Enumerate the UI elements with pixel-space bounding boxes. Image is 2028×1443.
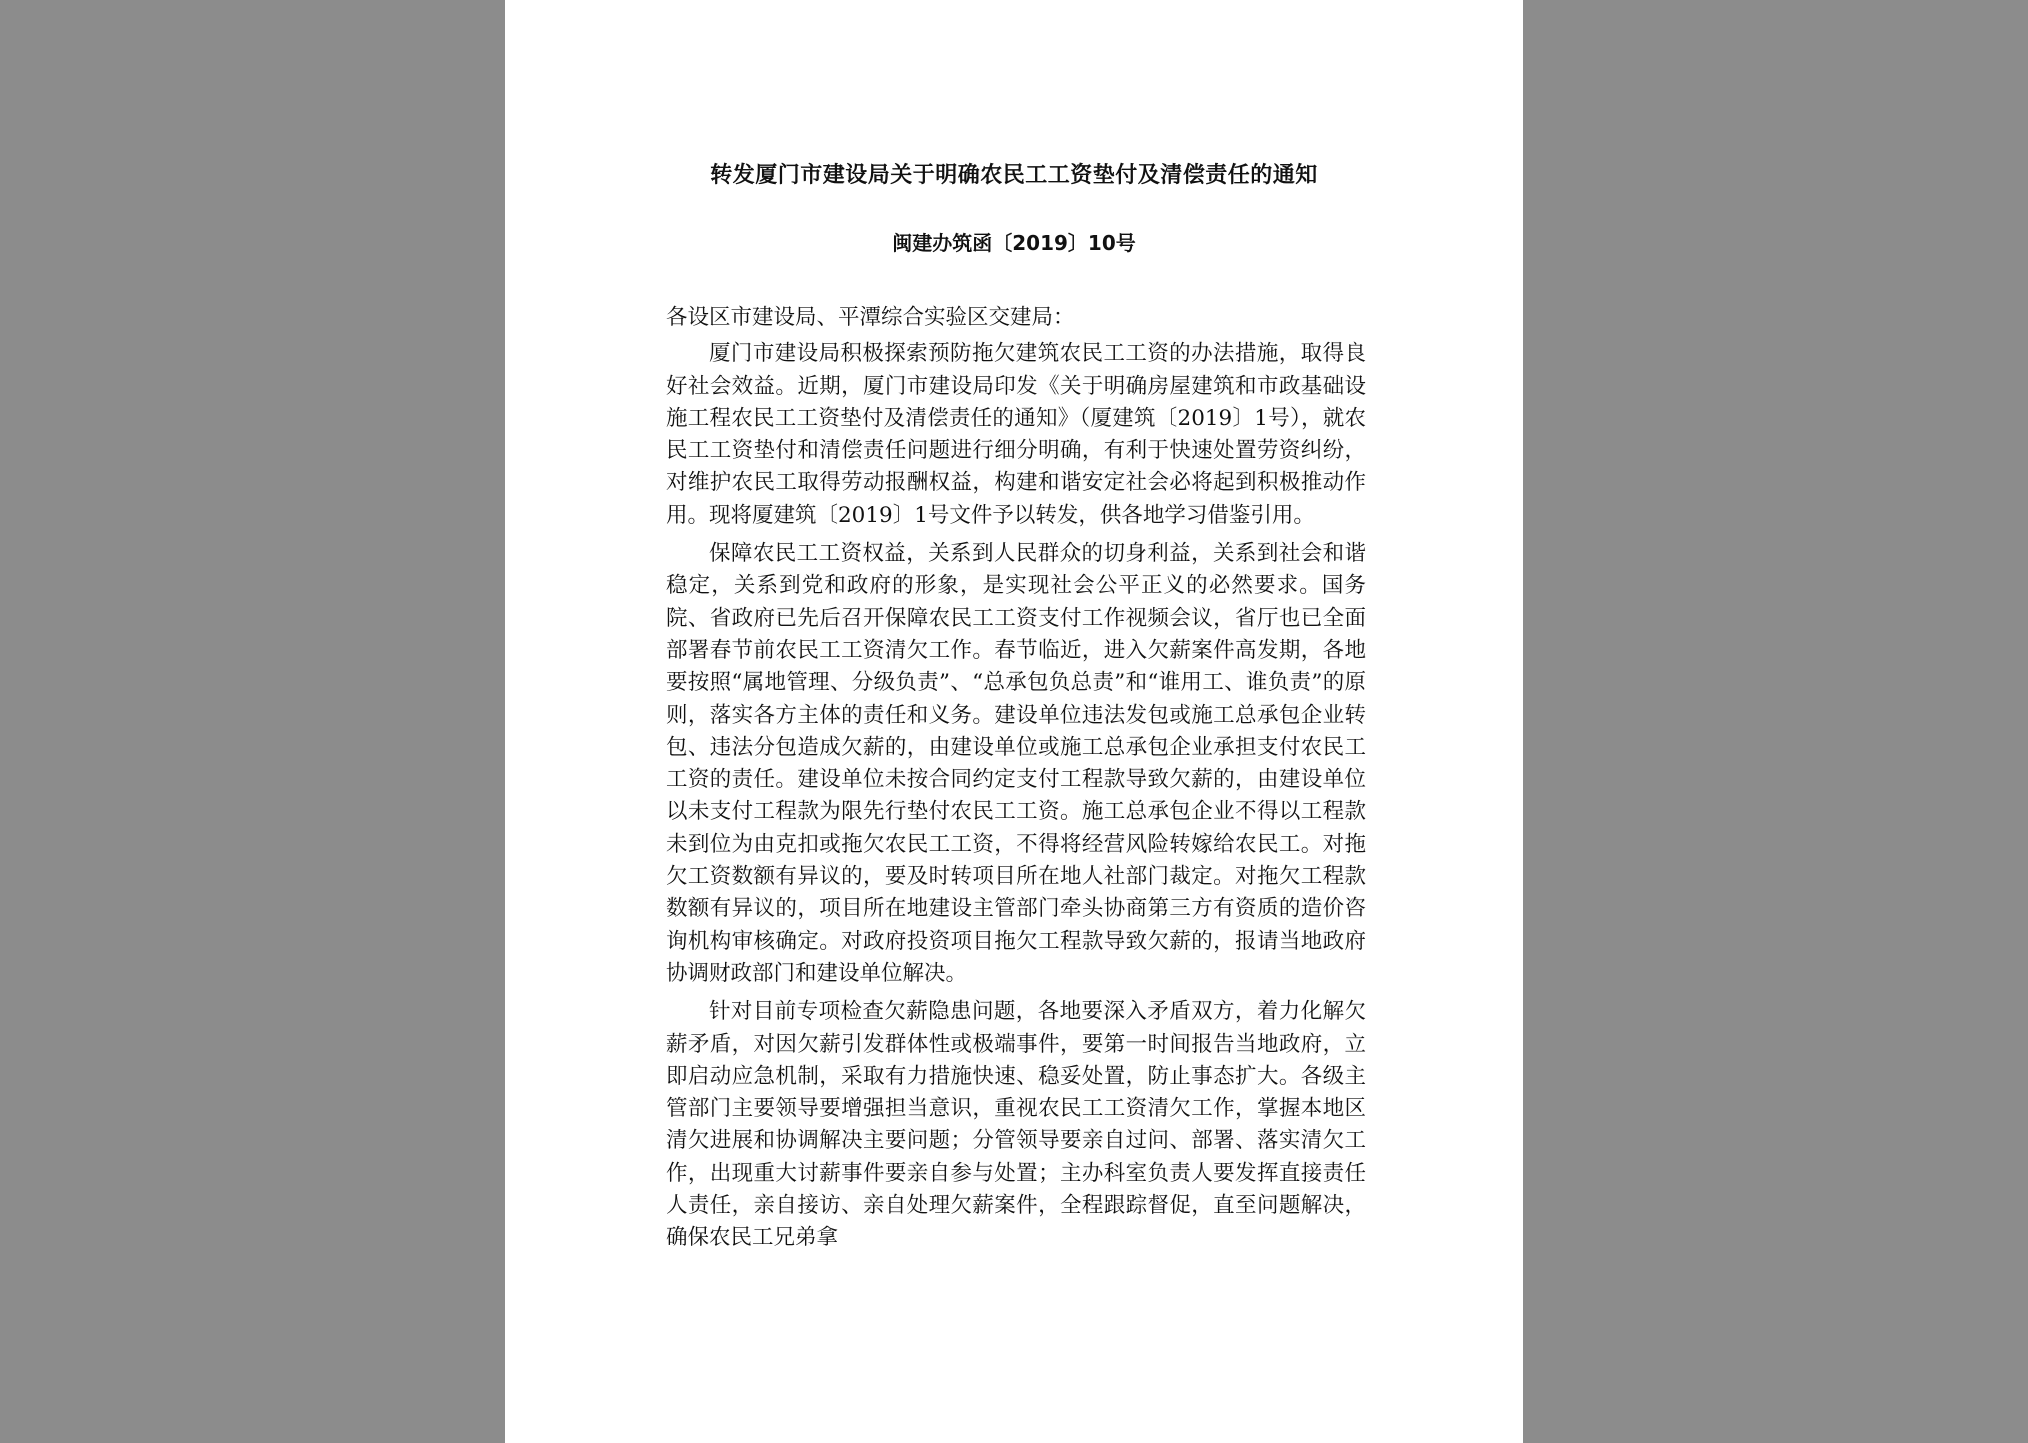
- document-page: [505, 0, 1523, 1443]
- document-body: [666, 302, 1366, 1261]
- document-number: 闽建办筑函〔2019〕10号: [892, 231, 1136, 255]
- document-title: 转发厦门市建设局关于明确农民工工资垫付及清偿责任的通知: [710, 163, 1318, 188]
- salutation: 各设区市建设局、平潭综合实验区交建局：: [666, 305, 1075, 330]
- paragraph-3: 针对目前专项检查欠薪隐患问题，各地要深入矛盾双方，着力化解欠薪矛盾，对因欠薪引发群体性或极端事件，要第一时间报告当地政府，立即启动应急机制，采取有力措施快速、稳妥处置，防止事态扩大。各级主管部门主要领导要增强担当意识，重视农民工工资清欠工作，掌握本地区清欠进展和协调解决主要问题；分管领导要亲自过问、部署、落实清欠工作，出现重大讨薪事件要亲自参与处置；主办科室负责人要发挥直接责任人责任，亲自接访、亲自处理欠薪案件，全程跟踪督促，直至问题解决，确保农民工兄弟拿: [666, 999, 1366, 1251]
- paragraph-2: 保障农民工工资权益，关系到人民群众的切身利益，关系到社会和谐稳定，关系到党和政府的形象，是实现社会公平正义的必然要求。国务院、省政府已先后召开保障农民工工资支付工作视频会议，省厅也已全面部署春节前农民工工资清欠工作。春节临近，进入欠薪案件高发期，各地要按照“属地管理、分级负责”、“总承包负总责”和“谁用工、谁负责”的原则，落实各方主体的责任和义务。建设单位违法发包或施工总承包企业转包、违法分包造成欠薪的，由建设单位或施工总承包企业承担支付农民工工资的责任。建设单位未按合同约定支付工程款导致欠薪的，由建设单位以未支付工程款为限先行垫付农民工工资。施工总承包企业不得以工程款未到位为由克扣或拖欠农民工工资，不得将经营风险转嫁给农民工。对拖欠工资数额有异议的，要及时转项目所在地人社部门裁定。对拖欠工程款数额有异议的，项目所在地建设主管部门牵头协商第三方有资质的造价咨询机构审核确定。对政府投资项目拖欠工程款导致欠薪的，报请当地政府协调财政部门和建设单位解决。: [666, 541, 1366, 986]
- paragraph-1: 厦门市建设局积极探索预防拖欠建筑农民工工资的办法措施，取得良好社会效益。近期，厦门市建设局印发《关于明确房屋建筑和市政基础设施工程农民工工资垫付及清偿责任的通知》（厦建筑〔2019〕1号），就农民工工资垫付和清偿责任问题进行细分明确，有利于快速处置劳资纠纷，对维护农民工取得劳动报酬权益，构建和谐安定社会必将起到积极推动作用。现将厦建筑〔2019〕1号文件予以转发，供各地学习借鉴引用。: [666, 341, 1366, 528]
